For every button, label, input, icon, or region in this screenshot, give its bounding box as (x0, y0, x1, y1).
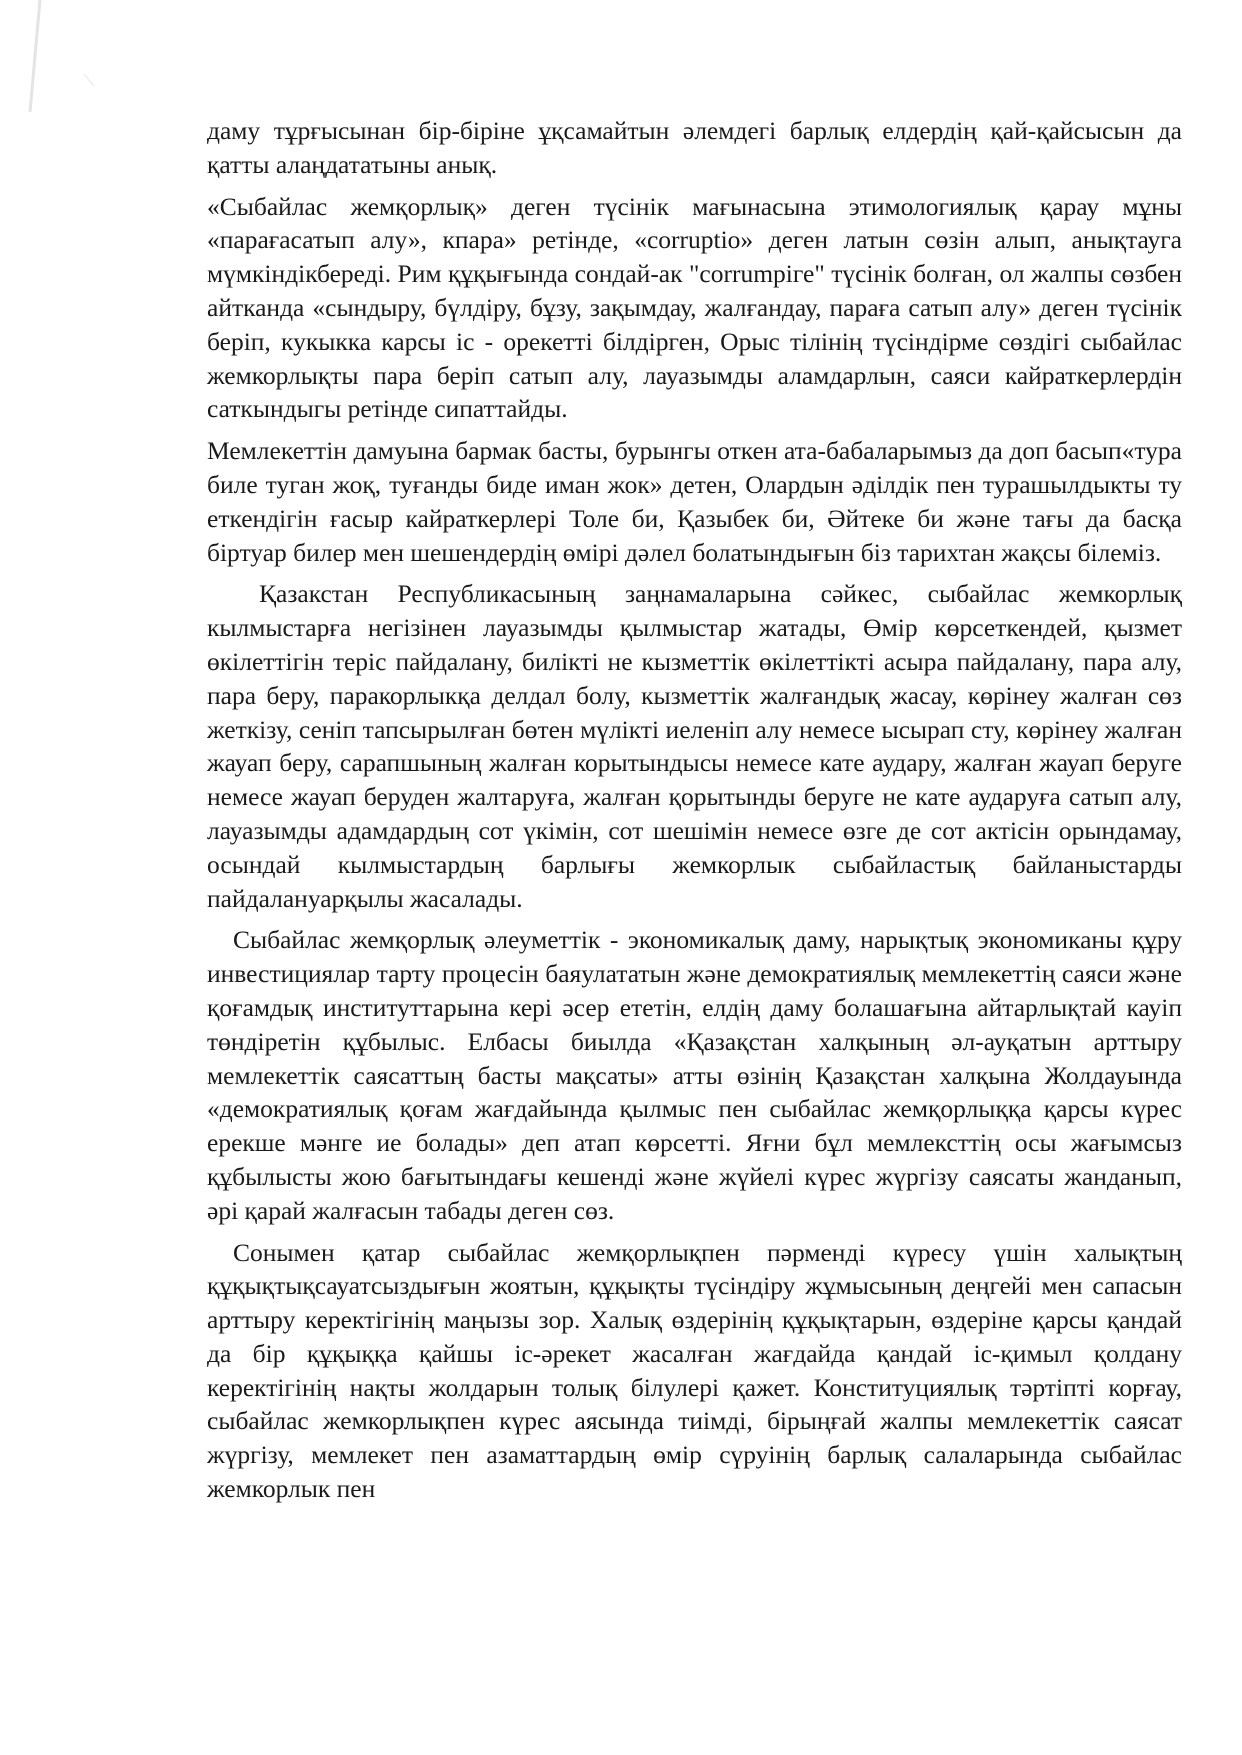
paragraph-1: даму тұрғысынан бір-біріне ұқсамайтын әлемдегі барлық елдердің қай-қайсысын да қатты алаңдататыны анық. (207, 116, 1182, 179)
paragraph-3: Мемлекеттін дамуына бармак басты, бурынгы откен ата-бабаларымыз да доп басып«тура биле туган жоқ, туғанды биде иман жок» детен, Олардын әділдік пен турашылдыкты ту еткендігін ғасыр кайраткерлері Толе би, Қазыбек би, Әйтеке би және тағы да басқа біртуар билер мен шешендердің өмірі дәлел болатындығын біз тарихтан жақсы білеміз. (207, 436, 1182, 567)
paragraph-6: Сонымен қатар сыбайлас жемқорлықпен пәрменді күресу үшін халықтың құқықтықсауатсыздығын жоятын, құқықты түсіндіру жұмысының деңгейі мен сапасын арттыру керектігінің маңызы зор. Халық өздерінің құқықтарын, өздеріне қарсы қандай да бір құқыққа қайшы іс-әрекет жасалған жағдайда қандай іс-қимыл қолдану керектігінің нақты жолдарын толық білулері қажет. Конституциялық тәртіпті корғау, сыбайлас жемкорлықпен күрес аясында тиімді, бірыңғай жалпы мемлекеттік саясат жүргізу, мемлекет пен азаматтардың өмір сүруінің барлық салаларында сыбайлас жемкорлык пен (207, 1237, 1182, 1504)
paragraph-5: Сыбайлас жемқорлық әлеуметтік - экономикалық даму, нарықтық экономиканы құру инвестициялар тарту процесін баяулататын және демократиялық мемлекеттің саяси және қоғамдық институттарына кері әсер ететін, елдің даму болашағына айтарлықтай кауіп төндіретін құбылыс. Елбасы биылда «Қазақстан халқының әл-ауқатын арттыру мемлекеттік саясаттың басты мақсаты» атты өзінің Қазақстан халқына Жолдауында «демократиялық қоғам жағдайында қылмыс пен сыбайлас жемқорлыққа қарсы күрес ерекше мәнге ие болады» деп атап көрсетті. Яғни бұл мемлексттің осы жағымсыз құбылысты жою бағытындағы кешенді және жүйелі күрес жүргізу саясаты жанданып, әрі қарай жалғасын табады деген сөз. (207, 925, 1182, 1225)
paragraph-4: Қазакстан Республикасының заңнамаларына сәйкес, сыбайлас жемкорлық кылмыстарға негізінен лауазымды қылмыстар жатады, Өмір көрсеткендей, қызмет өкілеттігін теріс пайдалану, билікті не кызметтік өкілеттікті асыра пайдалану, пара алу, пара беру, паракорлыкқа делдал болу, кызметтік жалғандық жасау, көрінеу жалған сөз жеткізу, сеніп тапсырылған бөтен мүлікті иеленіп алу немесе ысырап сту, көрінеу жалған жауап беру, сарапшының жалған корытындысы немесе кате аудару, жалған жауап беруге немесе жауап беруден жалтаруға, жалған қорытынды беруге не кате аударуға сатып алу, лауазымды адамдардың сот үкімін, сот шешімін немесе өзге де сот актісін орындамау, осындай кылмыстардың барлығы жемкорлык сыбайластық байланыстарды пайдалануарқылы жасалады. (207, 579, 1182, 913)
scan-edge-mark (0, 0, 130, 160)
document-body (207, 114, 1182, 1514)
paragraph-2: «Сыбайлас жемқорлық» деген түсінік мағынасына этимологиялық қарау мұны «парағасатып алу», кпара» ретінде, «corruptio» деген латын сөзін алып, анықтауга мүмкіндікбереді. Рим құқығында сондай-ак "corrumpiге" түсінік болған, ол жалпы сөзбен айтканда «сындыру, бүлдіру, бұзу, зақымдау, жалғандау, параға сатып алу» деген түсінік беріп, кукыкка карсы іс - орекетті білдірген, Орыс тілінің түсіндірме сөздігі сыбайлас жемкорлықты пара беріп сатып алу, лауазымды аламдарлын, саяси кайраткерлердін саткындыгы ретінде сипаттайды. (207, 191, 1182, 424)
